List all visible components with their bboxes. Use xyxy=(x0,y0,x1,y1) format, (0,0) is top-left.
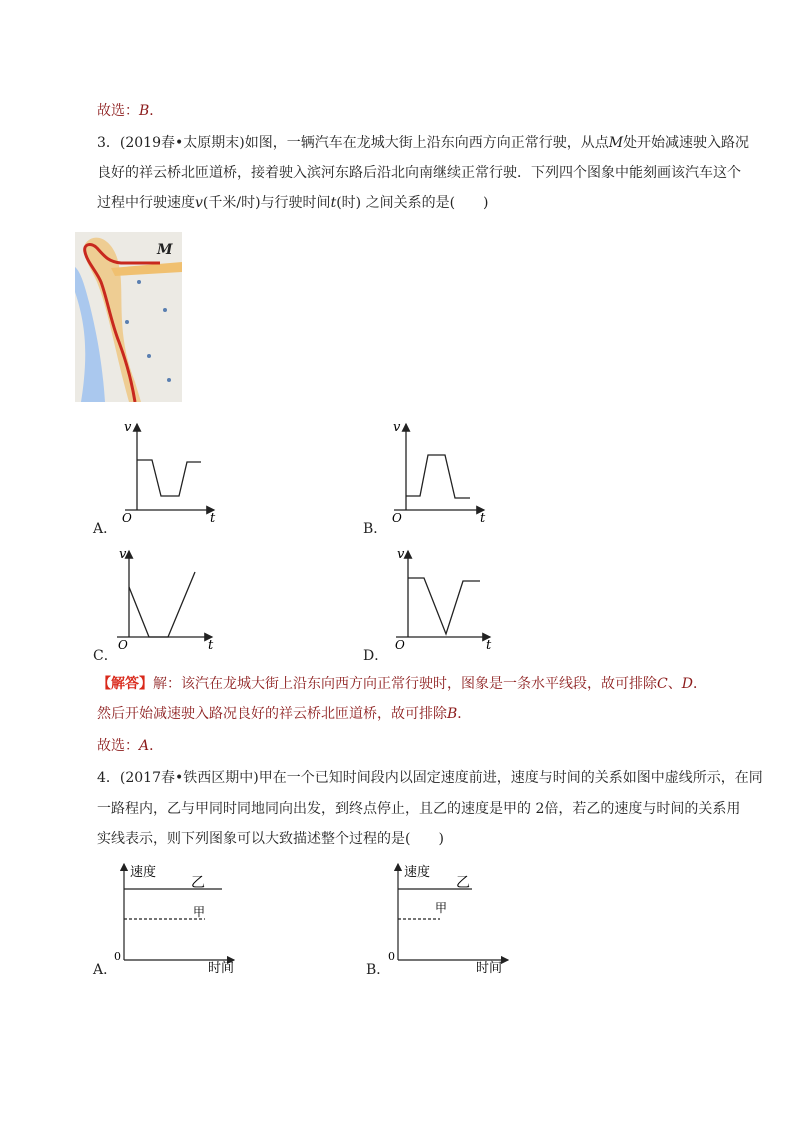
answer-prefix: 故选： xyxy=(97,103,139,119)
solution-letter-d: D xyxy=(681,676,693,692)
axis-label-v: v xyxy=(124,420,132,435)
velocity-curve xyxy=(408,578,480,634)
solution-letter-c: C xyxy=(657,676,668,692)
map-poi-icon xyxy=(167,378,171,382)
q4-option-a[interactable]: A． xyxy=(93,962,118,978)
q3-var-t: t xyxy=(330,195,337,211)
solution-text-2: 然后开始减速驶入路况良好的祥云桥北匝道桥，故可排除 xyxy=(97,706,447,722)
answer-suffix: ． xyxy=(149,738,164,754)
answer-suffix: ． xyxy=(149,103,164,119)
velocity-curve xyxy=(137,460,201,496)
axis-label-t: t xyxy=(480,511,486,526)
q3-graph-b xyxy=(380,418,500,528)
q4-line-2: 一路程内，乙与甲同时同地同向出发，到终点停止，且乙的速度是甲的 2倍，若乙的速度与时间的关系用 xyxy=(97,801,741,817)
q3-option-c[interactable]: C． xyxy=(93,648,118,664)
q3-line-3-a: 过程中行驶速度 xyxy=(97,195,195,211)
label-jia: 甲 xyxy=(193,905,206,919)
q3-line-1-tail: 处开始减速驶入路况 xyxy=(623,135,750,151)
map-poi-icon xyxy=(137,280,141,284)
solution-tag: 【解答】 xyxy=(97,676,153,692)
axis-label-v: v xyxy=(397,547,405,562)
solution-end-1: ． xyxy=(692,676,707,692)
answer-letter: A xyxy=(139,738,150,754)
q3-graph-a xyxy=(110,418,230,528)
q3-solution-line-2 xyxy=(97,704,471,724)
q4-graph-b xyxy=(382,860,532,975)
q3-line-3-b: (千米/时)与行驶时间 xyxy=(202,195,331,211)
origin-label: O xyxy=(395,638,405,652)
origin-label: 0 xyxy=(114,950,121,963)
map-poi-icon xyxy=(163,308,167,312)
axis-label-speed: 速度 xyxy=(404,865,431,880)
map-poi-icon xyxy=(125,320,129,324)
solution-sep: 、 xyxy=(667,676,682,692)
q3-line-3-c: (时) 之间关系的是( ) xyxy=(336,195,489,211)
axis-label-speed: 速度 xyxy=(130,865,157,880)
axis-label-t: t xyxy=(486,638,492,653)
answer-prefix: 故选： xyxy=(97,738,139,754)
axis-label-time: 时间 xyxy=(476,961,503,975)
q4-line-3: 实线表示，则下列图象可以大致描述整个过程的是( ) xyxy=(97,831,444,847)
velocity-curve xyxy=(129,572,195,637)
map-label-m: M xyxy=(157,242,173,258)
solution-letter-b: B xyxy=(447,706,458,722)
origin-label: O xyxy=(392,511,402,525)
map-poi-icon xyxy=(147,354,151,358)
solution-end-2: ． xyxy=(457,706,472,722)
label-yi: 乙 xyxy=(456,875,470,891)
origin-label: O xyxy=(122,511,132,525)
axis-label-time: 时间 xyxy=(208,961,235,975)
q3-line-1 xyxy=(97,133,749,153)
q4-line-1: 4．(2017春•铁西区期中)甲在一个已知时间段内以固定速度前进，速度与时间的关系如图中虚线所示，在同 xyxy=(97,770,763,786)
q3-line-2: 良好的祥云桥北匝道桥，接着驶入滨河东路后沿北向南继续正常行驶．下列四个图象中能刻画该汽车这个 xyxy=(97,165,741,181)
label-jia: 甲 xyxy=(435,901,448,915)
axis-label-v: v xyxy=(119,547,127,562)
q4-graph-a xyxy=(108,860,258,975)
prev-answer xyxy=(97,101,163,121)
q3-point-m: M xyxy=(608,135,624,151)
axis-label-t: t xyxy=(210,511,216,526)
axis-label-v: v xyxy=(393,420,401,435)
axis-label-t: t xyxy=(208,638,214,653)
q3-answer xyxy=(97,736,163,756)
q3-option-d[interactable]: D． xyxy=(363,648,389,664)
answer-letter: B xyxy=(139,103,150,119)
q3-option-a[interactable]: A． xyxy=(93,521,118,537)
q3-option-b[interactable]: B． xyxy=(363,521,388,537)
origin-label: 0 xyxy=(388,950,395,963)
solution-text-1: 解：该汽在龙城大街上沿东向西方向正常行驶时，图象是一条水平线段，故可排除 xyxy=(153,676,657,692)
q3-graph-d xyxy=(380,545,500,655)
q3-var-v: v xyxy=(195,195,203,211)
q4-option-b[interactable]: B． xyxy=(366,962,391,978)
origin-label: O xyxy=(118,638,128,652)
q3-line-3 xyxy=(97,193,489,213)
velocity-curve xyxy=(406,455,470,498)
q3-solution-line-1 xyxy=(97,674,707,694)
q3-graph-c xyxy=(110,545,230,655)
q3-line-1-text: 3．(2019春•太原期末)如图，一辆汽车在龙城大街上沿东向西方向正常行驶，从点 xyxy=(97,135,609,151)
label-yi: 乙 xyxy=(191,875,205,891)
